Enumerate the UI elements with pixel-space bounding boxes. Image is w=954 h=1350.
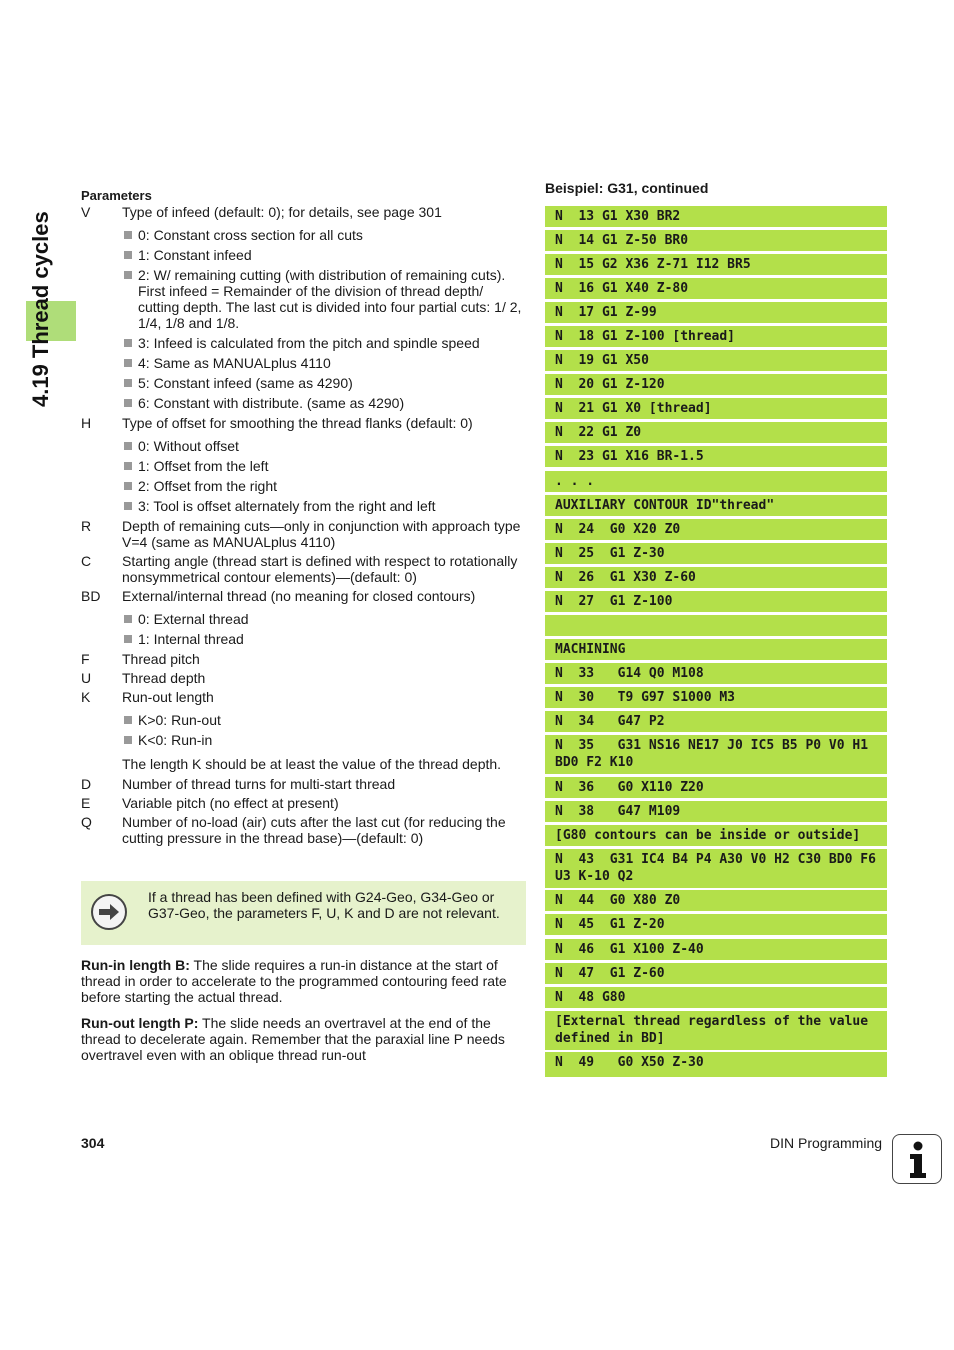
arrow-right-icon: [91, 894, 127, 930]
chapter-side-tab: [26, 182, 56, 407]
list-item: K>0: Run-out: [122, 712, 526, 728]
bullet-icon: [124, 482, 132, 490]
code-line: N 25 G1 Z-30: [545, 543, 887, 564]
bullet-icon: [124, 502, 132, 510]
code-line: N 36 G0 X110 Z20: [545, 777, 887, 798]
example-heading: Beispiel: G31, continued: [545, 180, 709, 196]
list-item: 0: Constant cross section for all cuts: [122, 227, 526, 243]
list-item: 0: Without offset: [122, 438, 526, 454]
page-number: 304: [81, 1135, 105, 1151]
bullet-icon: [124, 399, 132, 407]
code-line: N 26 G1 X30 Z-60: [545, 567, 887, 588]
param-r: R Depth of remaining cuts—only in conjunction with approach type V=4 (same as MANUALplus 4110): [81, 518, 521, 550]
param-f: F Thread pitch: [81, 651, 200, 667]
code-line: N 44 G0 X80 Z0: [545, 890, 887, 911]
code-line: N 27 G1 Z-100: [545, 591, 887, 612]
code-line: N 49 G0 X50 Z-30: [545, 1052, 887, 1077]
bullet-icon: [124, 736, 132, 744]
code-line: . . .: [545, 471, 887, 492]
list-item: 5: Constant infeed (same as 4290): [122, 375, 526, 391]
bullet-icon: [124, 251, 132, 259]
param-e: E Variable pitch (no effect at present): [81, 795, 339, 811]
code-line: N 38 G47 M109: [545, 801, 887, 822]
bullet-icon: [124, 231, 132, 239]
bullet-icon: [124, 271, 132, 279]
param-d: D Number of thread turns for multi-start thread: [81, 776, 396, 792]
code-line: [545, 615, 887, 636]
param-h-options: [122, 438, 526, 514]
info-icon: [892, 1134, 942, 1184]
list-item: 4: Same as MANUALplus 4110: [122, 355, 526, 371]
param-bd-options: [122, 611, 526, 647]
param-q: Q Number of no-load (air) cuts after the last cut (for reducing the cutting pressure in the thread base)—(default: 0): [81, 814, 506, 846]
code-line: N 46 G1 X100 Z-40: [545, 939, 887, 960]
runin-paragraph: Run-in length B: The slide requires a run-in distance at the start of thread in order to accelerate to the programmed contouring feed rate before starting the actual thread.: [81, 957, 507, 1005]
code-line: AUXILIARY CONTOUR ID"thread": [545, 495, 887, 516]
code-line: [G80 contours can be inside or outside]: [545, 825, 887, 846]
param-bd: BD External/internal thread (no meaning for closed contours): [81, 588, 476, 604]
code-line: N 47 G1 Z-60: [545, 963, 887, 984]
chapter-title: 4.19 Thread cycles: [28, 211, 53, 407]
list-item: 1: Constant infeed: [122, 247, 526, 263]
code-line: N 23 G1 X16 BR-1.5: [545, 446, 887, 467]
bullet-icon: [124, 615, 132, 623]
code-line: N 16 G1 X40 Z-80: [545, 278, 887, 299]
code-line: N 35 G31 NS16 NE17 J0 IC5 B5 P0 V0 H1 BD0 F2 K10: [545, 735, 887, 774]
code-line: N 22 G1 Z0: [545, 422, 887, 443]
bullet-icon: [124, 379, 132, 387]
list-item: 2: Offset from the right: [122, 478, 526, 494]
param-k: K Run-out length: [81, 689, 214, 705]
list-item: 0: External thread: [122, 611, 526, 627]
code-line: N 14 G1 Z-50 BR0: [545, 230, 887, 251]
list-item: 3: Tool is offset alternately from the right and left: [122, 498, 526, 514]
param-v-options: [122, 227, 526, 411]
bullet-icon: [124, 442, 132, 450]
code-line: N 15 G2 X36 Z-71 I12 BR5: [545, 254, 887, 275]
code-line: N 48 G80: [545, 987, 887, 1008]
param-c: C Starting angle (thread start is defined with respect to rotationally nonsymmetrical contour elements)—(default: 0): [81, 553, 518, 585]
code-line: N 43 G31 IC4 B4 P4 A30 V0 H2 C30 BD0 F6 U3 K-10 Q2: [545, 849, 887, 888]
param-k-options: [122, 712, 526, 748]
list-item: 1: Offset from the left: [122, 458, 526, 474]
code-line: N 19 G1 X50: [545, 350, 887, 371]
code-line: MACHINING: [545, 639, 887, 660]
code-line: N 13 G1 X30 BR2: [545, 206, 887, 227]
list-item: 1: Internal thread: [122, 631, 526, 647]
list-item: K<0: Run-in: [122, 732, 526, 748]
note-box: [81, 881, 526, 945]
parameter-list: [81, 188, 526, 849]
code-line: N 33 G14 Q0 M108: [545, 663, 887, 684]
bullet-icon: [124, 359, 132, 367]
note-text: If a thread has been defined with G24-Geo, G34-Geo or G37-Geo, the parameters F, U, K and D are not relevant.: [148, 889, 500, 921]
code-line: N 34 G47 P2: [545, 711, 887, 732]
code-line: N 17 G1 Z-99: [545, 302, 887, 323]
list-item: 3: Infeed is calculated from the pitch and spindle speed: [122, 335, 526, 351]
param-k-note: The length K should be at least the value of the thread depth.: [122, 756, 502, 772]
bullet-icon: [124, 339, 132, 347]
code-line: N 21 G1 X0 [thread]: [545, 398, 887, 419]
parameters-heading: Parameters: [81, 188, 152, 203]
runout-paragraph: Run-out length P: The slide needs an overtravel at the end of the thread to decelerate again. Remember that the paraxial line P needs overtravel even with an oblique thread run-out: [81, 1015, 505, 1063]
bullet-icon: [124, 635, 132, 643]
code-line: N 24 G0 X20 Z0: [545, 519, 887, 540]
list-item: 2: W/ remaining cutting (with distribution of remaining cuts). First infeed = Remainder of the division of thread depth/ cutting depth. The last cut is divided into four partial cuts: 1/ 2, 1/4, 1/8 and 1/8.: [122, 267, 526, 331]
list-item: 6: Constant with distribute. (same as 4290): [122, 395, 526, 411]
code-line: [External thread regardless of the value defined in BD]: [545, 1011, 887, 1050]
code-line: N 20 G1 Z-120: [545, 374, 887, 395]
param-v: V Type of infeed (default: 0); for details, see page 301: [81, 204, 442, 220]
footer-title: DIN Programming: [770, 1135, 883, 1151]
param-u: U Thread depth: [81, 670, 206, 686]
code-line: N 18 G1 Z-100 [thread]: [545, 326, 887, 347]
bullet-icon: [124, 716, 132, 724]
bullet-icon: [124, 462, 132, 470]
code-line: N 45 G1 Z-20: [545, 914, 887, 935]
param-h: H Type of offset for smoothing the thread flanks (default: 0): [81, 415, 473, 431]
code-line: N 30 T9 G97 S1000 M3: [545, 687, 887, 708]
